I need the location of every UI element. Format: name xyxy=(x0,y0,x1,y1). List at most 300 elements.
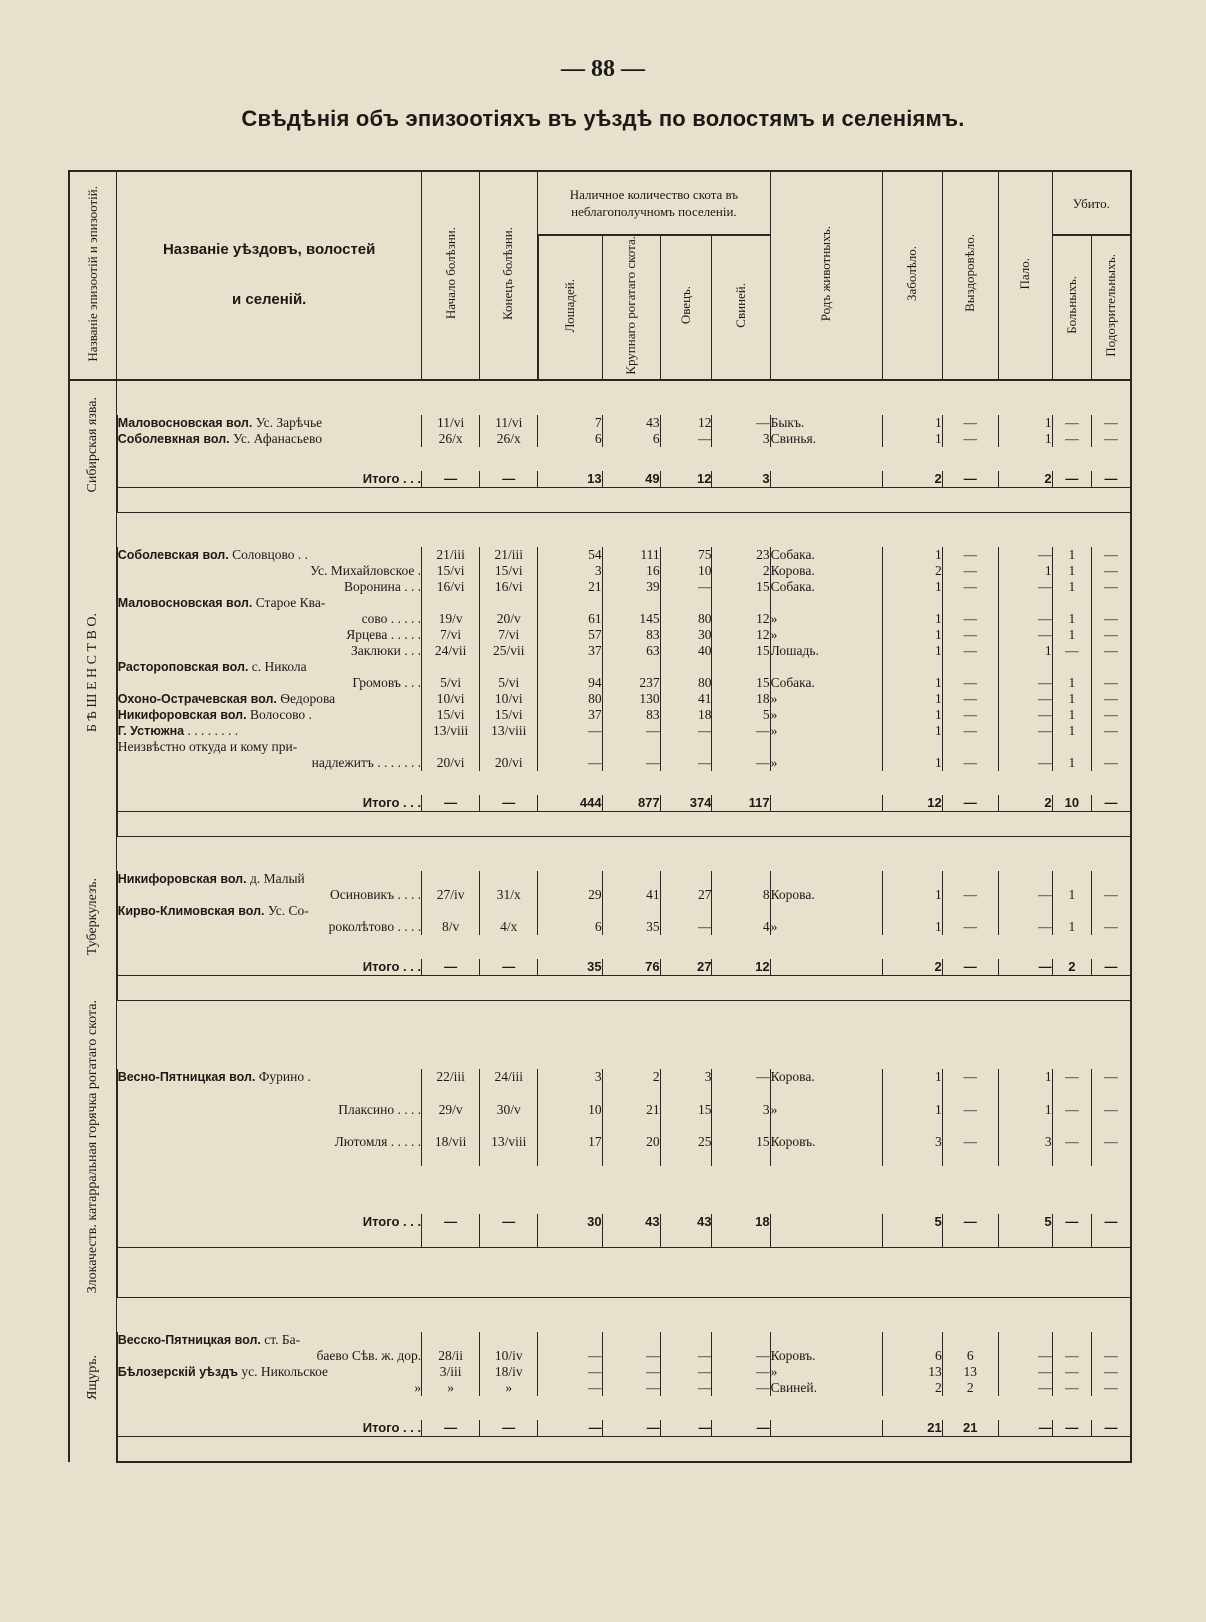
cell-kind: » xyxy=(770,627,882,643)
cell-sick: 1 xyxy=(1052,611,1091,627)
cell-cattle: 20 xyxy=(602,1134,660,1166)
cell-susp: — xyxy=(1092,431,1131,447)
cell-end: 4/x xyxy=(480,919,538,935)
cell-sheep: 15 xyxy=(660,1102,712,1134)
total-row xyxy=(69,795,1131,812)
cell-cattle: 2 xyxy=(602,1069,660,1101)
cell-sheep: — xyxy=(660,579,712,595)
cell-sick: 1 xyxy=(1052,547,1091,563)
cell-sheep xyxy=(660,1332,712,1348)
cell-pigs: 12 xyxy=(712,611,770,627)
total-rec: — xyxy=(942,1214,998,1247)
cell-susp: — xyxy=(1092,547,1131,563)
cell-horses: 21 xyxy=(538,579,602,595)
header-suspect: Подозрительныхъ. xyxy=(1092,235,1131,380)
total-died: 5 xyxy=(998,1214,1052,1247)
header-stock-group: Наличное количество скота въ неблагополучномъ поселеніи. xyxy=(538,171,770,235)
cell-sheep: 80 xyxy=(660,611,712,627)
cell-end: 13/viii xyxy=(480,1134,538,1166)
cell-susp: — xyxy=(1092,415,1131,431)
cell-cattle: 16 xyxy=(602,563,660,579)
settlement-label: Ус. Афанасьево xyxy=(229,430,323,446)
cell-pigs: 18 xyxy=(712,691,770,707)
cell-rec: — xyxy=(942,627,998,643)
cell-rec xyxy=(942,739,998,755)
total-pigs: 12 xyxy=(712,959,770,976)
table-row xyxy=(69,579,1131,595)
total-row xyxy=(69,1214,1131,1247)
cell-rec xyxy=(942,903,998,919)
cell-rec: — xyxy=(942,755,998,771)
cell-sheep: 3 xyxy=(660,1069,712,1101)
cell-end: 25/vii xyxy=(480,643,538,659)
cell-pigs xyxy=(712,903,770,919)
total-sick: 10 xyxy=(1052,795,1091,812)
cell-start xyxy=(422,1332,480,1348)
total-kind xyxy=(770,1214,882,1247)
table-row xyxy=(69,1134,1131,1166)
cell-horses: 3 xyxy=(538,1069,602,1101)
settlement-name xyxy=(117,707,422,723)
cell-kind: Коровъ. xyxy=(770,1348,882,1364)
settlement-label: Ус. Зарѣчье xyxy=(252,414,323,430)
cell-sick: 1 xyxy=(1052,579,1091,595)
cell-ill: 1 xyxy=(882,431,942,447)
cell-pigs: — xyxy=(712,1380,770,1396)
disease-name xyxy=(69,836,117,1000)
cell-sheep: — xyxy=(660,1348,712,1364)
table-row xyxy=(69,659,1131,675)
cell-died: — xyxy=(998,547,1052,563)
cell-died: — xyxy=(998,755,1052,771)
settlement-name xyxy=(117,903,422,919)
total-sheep: 374 xyxy=(660,795,712,812)
cell-susp: — xyxy=(1092,1069,1131,1101)
total-sick: — xyxy=(1052,1420,1091,1437)
cell-start: 7/vi xyxy=(422,627,480,643)
total-row xyxy=(69,471,1131,488)
total-died: 2 xyxy=(998,795,1052,812)
cell-ill: 1 xyxy=(882,579,942,595)
cell-sick: 1 xyxy=(1052,691,1091,707)
cell-horses: 7 xyxy=(538,415,602,431)
total-end: — xyxy=(480,1214,538,1247)
cell-pigs xyxy=(712,871,770,887)
settlement-label: Соловцово . . xyxy=(228,546,309,562)
cell-rec xyxy=(942,1332,998,1348)
cell-cattle: 130 xyxy=(602,691,660,707)
cell-sick: — xyxy=(1052,1102,1091,1134)
cell-start: 10/vi xyxy=(422,691,480,707)
total-kind xyxy=(770,795,882,812)
cell-rec: — xyxy=(942,1069,998,1101)
cell-sheep: 27 xyxy=(660,887,712,903)
group-spacer xyxy=(69,1297,1131,1332)
cell-cattle xyxy=(602,659,660,675)
table-row xyxy=(69,871,1131,887)
cell-sick: — xyxy=(1052,1069,1091,1101)
total-cattle: 49 xyxy=(602,471,660,488)
cell-ill: 6 xyxy=(882,1348,942,1364)
cell-rec: — xyxy=(942,919,998,935)
cell-ill: 1 xyxy=(882,707,942,723)
cell-ill: 1 xyxy=(882,547,942,563)
cell-sheep xyxy=(660,739,712,755)
cell-susp xyxy=(1092,871,1131,887)
total-sick: 2 xyxy=(1052,959,1091,976)
cell-cattle xyxy=(602,1332,660,1348)
cell-kind: Быкъ. xyxy=(770,415,882,431)
total-pigs: 3 xyxy=(712,471,770,488)
table-row xyxy=(69,611,1131,627)
cell-kind: Собака. xyxy=(770,675,882,691)
cell-sheep: 12 xyxy=(660,415,712,431)
table-row xyxy=(69,1069,1131,1101)
settlement-label: » xyxy=(414,1379,422,1395)
disease-label: Б Ѣ Ш Е Н С Т В О. xyxy=(85,612,101,732)
page-number: — 88 — xyxy=(561,56,645,82)
cell-rec: — xyxy=(942,1134,998,1166)
header-pigs: Свиней. xyxy=(712,235,770,380)
cell-rec: — xyxy=(942,887,998,903)
cell-died xyxy=(998,871,1052,887)
cell-pigs: 4 xyxy=(712,919,770,935)
cell-end xyxy=(480,871,538,887)
cell-start: 11/vi xyxy=(422,415,480,431)
cell-susp: — xyxy=(1092,887,1131,903)
cell-died: — xyxy=(998,579,1052,595)
cell-pigs: 3 xyxy=(712,431,770,447)
table-row xyxy=(69,919,1131,935)
settlement-label: Старое Ква- xyxy=(252,594,326,610)
total-sick: — xyxy=(1052,1214,1091,1247)
header-disease: Названіе эпизоотій и эпизоотій. xyxy=(69,171,117,380)
cell-cattle: 21 xyxy=(602,1102,660,1134)
total-label: Итого . . . xyxy=(117,1214,422,1247)
cell-kind: Собака. xyxy=(770,579,882,595)
header-name xyxy=(117,171,422,380)
disease-name xyxy=(69,512,117,836)
cell-horses xyxy=(538,739,602,755)
cell-pigs xyxy=(712,739,770,755)
total-sheep: 43 xyxy=(660,1214,712,1247)
settlement-name xyxy=(117,595,422,611)
cell-cattle: 35 xyxy=(602,919,660,935)
cell-end: 15/vi xyxy=(480,563,538,579)
cell-kind: » xyxy=(770,755,882,771)
cell-horses: 57 xyxy=(538,627,602,643)
cell-horses: 37 xyxy=(538,707,602,723)
cell-end: 16/vi xyxy=(480,579,538,595)
cell-horses: 17 xyxy=(538,1134,602,1166)
cell-rec: — xyxy=(942,675,998,691)
cell-sick xyxy=(1052,903,1091,919)
total-label: Итого . . . xyxy=(117,1420,422,1437)
cell-end: 20/vi xyxy=(480,755,538,771)
table-row xyxy=(69,627,1131,643)
cell-sheep: 10 xyxy=(660,563,712,579)
total-cattle: 43 xyxy=(602,1214,660,1247)
cell-susp: — xyxy=(1092,563,1131,579)
settlement-label: Фурино . xyxy=(255,1069,311,1085)
cell-end: 26/x xyxy=(480,431,538,447)
total-start: — xyxy=(422,1420,480,1437)
table-row xyxy=(69,1332,1131,1348)
header-end: Конецъ болѣзни. xyxy=(480,171,538,380)
cell-cattle: 83 xyxy=(602,627,660,643)
cell-start xyxy=(422,739,480,755)
group-spacer xyxy=(69,447,1131,471)
cell-cattle: 83 xyxy=(602,707,660,723)
cell-ill xyxy=(882,903,942,919)
group-spacer xyxy=(69,935,1131,959)
cell-kind: Корова. xyxy=(770,563,882,579)
episootic-table xyxy=(68,170,1132,1463)
cell-end xyxy=(480,595,538,611)
cell-cattle: 41 xyxy=(602,887,660,903)
cell-horses: 94 xyxy=(538,675,602,691)
settlement-name xyxy=(117,1380,422,1396)
cell-start: 16/vi xyxy=(422,579,480,595)
total-end: — xyxy=(480,471,538,488)
table-row xyxy=(69,739,1131,755)
volost-name: Соболевская вол. xyxy=(117,547,229,562)
settlement-name xyxy=(117,1348,422,1364)
settlement-name xyxy=(117,579,422,595)
cell-horses xyxy=(538,903,602,919)
table-row xyxy=(69,431,1131,447)
cell-sick: 1 xyxy=(1052,675,1091,691)
volost-name: Весно-Пятницкая вол. xyxy=(117,1070,256,1085)
cell-susp: — xyxy=(1092,1348,1131,1364)
settlement-name xyxy=(117,887,422,903)
cell-rec: — xyxy=(942,691,998,707)
total-susp: — xyxy=(1092,1420,1131,1437)
cell-start: 19/v xyxy=(422,611,480,627)
cell-cattle: — xyxy=(602,1364,660,1380)
header-recovered: Выздоровѣло. xyxy=(942,171,998,380)
cell-rec xyxy=(942,871,998,887)
settlement-name xyxy=(117,919,422,935)
cell-end: 5/vi xyxy=(480,675,538,691)
total-start: — xyxy=(422,471,480,488)
cell-kind: Лошадь. xyxy=(770,643,882,659)
header-died: Пало. xyxy=(998,171,1052,380)
cell-cattle xyxy=(602,739,660,755)
total-cattle: 76 xyxy=(602,959,660,976)
cell-ill: 3 xyxy=(882,1134,942,1166)
cell-ill xyxy=(882,595,942,611)
total-rec: — xyxy=(942,959,998,976)
cell-kind: » xyxy=(770,707,882,723)
total-sheep: 27 xyxy=(660,959,712,976)
volost-name: Никифоровская вол. xyxy=(117,871,247,886)
cell-pigs xyxy=(712,659,770,675)
table-row xyxy=(69,675,1131,691)
cell-susp: — xyxy=(1092,627,1131,643)
cell-sick: 1 xyxy=(1052,755,1091,771)
cell-pigs: — xyxy=(712,1069,770,1101)
cell-sick: 1 xyxy=(1052,563,1091,579)
cell-died: — xyxy=(998,627,1052,643)
cell-died: — xyxy=(998,611,1052,627)
cell-ill: 1 xyxy=(882,611,942,627)
settlement-label: Громовъ . . . xyxy=(352,674,422,690)
cell-susp: — xyxy=(1092,643,1131,659)
cell-susp xyxy=(1092,903,1131,919)
settlement-label: Заклюки . . . xyxy=(350,642,422,658)
disease-name xyxy=(69,380,117,513)
cell-susp xyxy=(1092,1332,1131,1348)
cell-cattle: 43 xyxy=(602,415,660,431)
total-kind xyxy=(770,471,882,488)
cell-pigs: — xyxy=(712,1348,770,1364)
cell-start: 21/iii xyxy=(422,547,480,563)
cell-rec: — xyxy=(942,643,998,659)
cell-horses: — xyxy=(538,1380,602,1396)
cell-died xyxy=(998,903,1052,919)
cell-died xyxy=(998,595,1052,611)
cell-kind: » xyxy=(770,611,882,627)
cell-horses: 29 xyxy=(538,887,602,903)
cell-kind: Корова. xyxy=(770,1069,882,1101)
cell-kind xyxy=(770,595,882,611)
table-row xyxy=(69,595,1131,611)
cell-sheep: — xyxy=(660,431,712,447)
cell-start xyxy=(422,659,480,675)
table-row xyxy=(69,903,1131,919)
cell-sheep: — xyxy=(660,723,712,739)
table-row xyxy=(69,547,1131,563)
cell-rec: — xyxy=(942,431,998,447)
cell-start: 13/viii xyxy=(422,723,480,739)
header-cattle: Крупнаго рогатаго скота. xyxy=(602,235,660,380)
cell-sick: — xyxy=(1052,431,1091,447)
cell-kind xyxy=(770,903,882,919)
total-rec: 21 xyxy=(942,1420,998,1437)
cell-kind xyxy=(770,739,882,755)
cell-susp: — xyxy=(1092,579,1131,595)
cell-start: 20/vi xyxy=(422,755,480,771)
total-horses: 13 xyxy=(538,471,602,488)
cell-sick: — xyxy=(1052,1364,1091,1380)
total-start: — xyxy=(422,795,480,812)
cell-susp: — xyxy=(1092,755,1131,771)
cell-sheep: 80 xyxy=(660,675,712,691)
cell-end: 10/vi xyxy=(480,691,538,707)
cell-sheep xyxy=(660,659,712,675)
cell-sheep: 75 xyxy=(660,547,712,563)
page-title: Свѣдѣнія объ эпизоотіяхъ въ уѣздѣ по волостямъ и селеніямъ. xyxy=(241,106,965,131)
cell-sheep: 18 xyxy=(660,707,712,723)
cell-kind: » xyxy=(770,723,882,739)
cell-kind xyxy=(770,1332,882,1348)
cell-sheep: 41 xyxy=(660,691,712,707)
cell-pigs: 5 xyxy=(712,707,770,723)
settlement-name xyxy=(117,1102,422,1134)
settlement-name xyxy=(117,611,422,627)
cell-rec: — xyxy=(942,707,998,723)
total-end: — xyxy=(480,795,538,812)
cell-died: 3 xyxy=(998,1134,1052,1166)
cell-end: 20/v xyxy=(480,611,538,627)
settlement-label: д. Малый xyxy=(246,870,305,886)
group-spacer xyxy=(69,975,1131,1000)
disease-label: Ящуръ. xyxy=(85,1355,101,1401)
table-row xyxy=(69,1348,1131,1364)
cell-end: 11/vi xyxy=(480,415,538,431)
total-horses: — xyxy=(538,1420,602,1437)
cell-susp: — xyxy=(1092,919,1131,935)
cell-sheep xyxy=(660,871,712,887)
cell-pigs: 23 xyxy=(712,547,770,563)
cell-kind: » xyxy=(770,919,882,935)
total-start: — xyxy=(422,1214,480,1247)
total-ill: 2 xyxy=(882,471,942,488)
cell-cattle: — xyxy=(602,755,660,771)
cell-start: 15/vi xyxy=(422,563,480,579)
cell-pigs xyxy=(712,595,770,611)
cell-rec: — xyxy=(942,579,998,595)
cell-susp xyxy=(1092,659,1131,675)
cell-horses xyxy=(538,595,602,611)
cell-horses: — xyxy=(538,755,602,771)
settlement-label: сово . . . . . xyxy=(361,610,422,626)
cell-pigs: 15 xyxy=(712,675,770,691)
settlement-label: надлежитъ . . . . . . . xyxy=(311,754,422,770)
cell-horses: 6 xyxy=(538,919,602,935)
cell-end: 18/iv xyxy=(480,1364,538,1380)
cell-horses xyxy=(538,659,602,675)
settlement-label: Ус. Михайловское . xyxy=(310,562,422,578)
header-killed-group: Убито. xyxy=(1052,171,1131,235)
disease-label: Туберкулезъ. xyxy=(85,877,101,955)
cell-end: 31/x xyxy=(480,887,538,903)
cell-died xyxy=(998,739,1052,755)
cell-horses: 80 xyxy=(538,691,602,707)
cell-cattle xyxy=(602,871,660,887)
total-pigs: 117 xyxy=(712,795,770,812)
cell-horses: — xyxy=(538,723,602,739)
cell-susp: — xyxy=(1092,1102,1131,1134)
cell-pigs: 3 xyxy=(712,1102,770,1134)
cell-pigs: — xyxy=(712,1364,770,1380)
cell-sick: 1 xyxy=(1052,919,1091,935)
cell-ill: 2 xyxy=(882,563,942,579)
table-row xyxy=(69,1364,1131,1380)
table-row xyxy=(69,643,1131,659)
disease-name xyxy=(69,1000,117,1297)
cell-end xyxy=(480,1332,538,1348)
cell-ill: 1 xyxy=(882,723,942,739)
cell-died: 1 xyxy=(998,563,1052,579)
cell-pigs: 8 xyxy=(712,887,770,903)
total-died: — xyxy=(998,1420,1052,1437)
total-sheep: — xyxy=(660,1420,712,1437)
cell-start xyxy=(422,871,480,887)
settlement-name xyxy=(117,723,422,739)
cell-pigs: 15 xyxy=(712,579,770,595)
volost-name: Охоно-Острачевская вол. xyxy=(117,691,277,706)
cell-cattle: 237 xyxy=(602,675,660,691)
cell-start: 27/iv xyxy=(422,887,480,903)
cell-sick xyxy=(1052,595,1091,611)
cell-ill: 13 xyxy=(882,1364,942,1380)
cell-ill: 1 xyxy=(882,691,942,707)
group-spacer xyxy=(69,1000,1131,1069)
cell-end: 24/iii xyxy=(480,1069,538,1101)
cell-sheep xyxy=(660,595,712,611)
